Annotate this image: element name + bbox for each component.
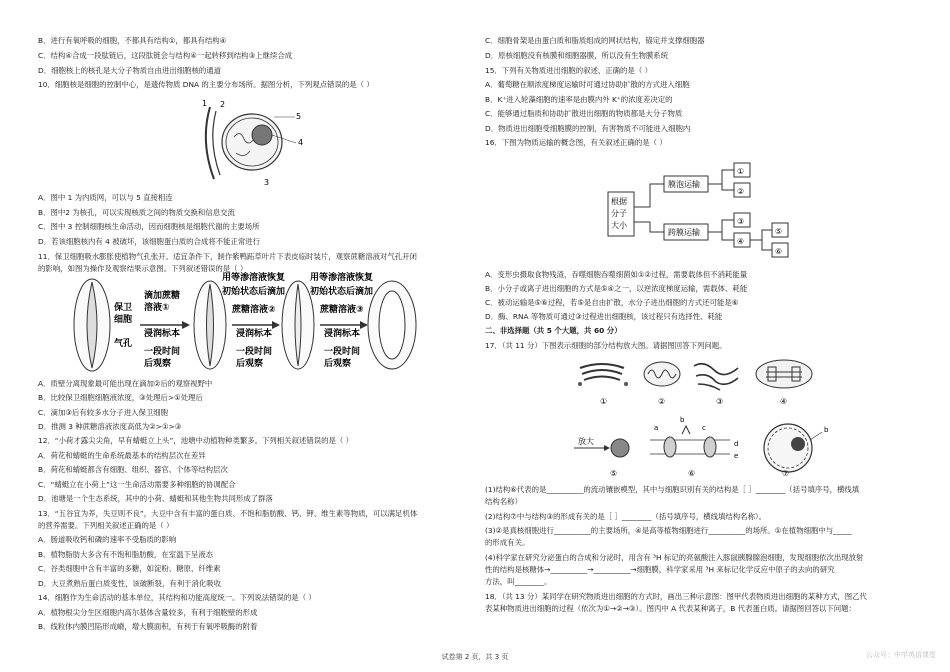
fig11-step1-line1: 滴加蔗糖 (144, 291, 181, 301)
right-line-3: A．葡萄糖在顺浓度梯度运输时可通过协助扩散的方式进入细胞 (485, 80, 690, 89)
fig11-step2-line5: 一段时间 (236, 347, 273, 357)
left-line-4: A．图中 1 为内质网，可以与 5 直接相连 (38, 193, 173, 202)
right-line-10: C．被动运输是⑤⑥过程，若⑤是自由扩散，水分子进出细胞的方式还可能是⑥ (485, 298, 739, 307)
fig16-node-6: ⑥ (775, 247, 783, 256)
right-line-6: D．物质进出细胞受细胞膜的控制，有害物质不可能进入细胞内 (485, 124, 691, 133)
fig17-part-a: a (654, 424, 659, 432)
right-line-17: (3)②是真核细胞进行__________的主要场所，④是高等植物细胞进行__________的场所。①在植物细胞中与_____ (485, 526, 852, 535)
fig10-label-2: 2 (220, 100, 226, 109)
left-line-13: D．推测 3 种蔗糖溶液浓度高低为②>①>③ (38, 422, 182, 431)
fig16-root-1: 根据 (611, 197, 627, 206)
right-line-4: B．K⁺进入轮藻细胞的速率是由膜内外 K⁺的浓度差决定的 (485, 95, 673, 104)
right-line-21: 方法，叫________。 (485, 577, 552, 586)
left-line-15: A．荷花和蜻蜓的生命系统最基本的结构层次在差异 (38, 451, 206, 460)
right-line-13: 17．（共 11 分）下图表示细胞的部分结构放大图。请据图回答下列问题。 (485, 341, 727, 350)
fig16-node-4: ④ (737, 237, 745, 246)
fig10-label-5: 5 (296, 112, 302, 121)
left-line-9: 的影响，如图为操作及观察结果示意图。下列叙述错误的是（ ） (38, 264, 248, 273)
left-line-6: C．图中 3 控制细胞核生命活动，因而细胞核是细胞代谢的主要场所 (38, 222, 260, 231)
left-line-20: 的营养需要。下列相关叙述正确的是（ ） (38, 521, 174, 530)
fig11-step1-line5: 后观察 (144, 359, 172, 369)
fig16-root-3: 大小 (611, 221, 627, 230)
right-line-15: 结构名称） (485, 497, 522, 506)
left-line-24: D．大豆煮熟后蛋白质变性，该破断裂，有利于消化吸收 (38, 579, 222, 588)
left-line-10: A．质壁分离现象最可能出现在滴加②后的观察视野中 (38, 379, 213, 388)
right-line-22: 18．（共 13 分）某同学在研究物质进出细胞的方式时，画出三种示意图：图甲代表物质进出细胞的某种方式，图乙代 (485, 592, 867, 601)
left-line-12: C．滴加③后有较多水分子进入保卫细胞 (38, 408, 169, 417)
fig10-label-3: 3 (264, 178, 270, 187)
fig11-step2-line6: 后观察 (236, 359, 264, 369)
left-line-0: B．进行有氧呼吸的细胞，不都具有结构①，都具有结构④ (38, 36, 227, 45)
fig11-step3-line1: 用等渗溶液恢复 (310, 273, 374, 283)
nucleus-figure (200, 97, 310, 187)
fig17-bottom-label-6: ⑥ (688, 469, 696, 478)
fig17-top-label-1: ① (600, 397, 608, 406)
right-line-1: D．原核细胞没有核膜和细胞器膜，所以没有生物膜系统 (485, 51, 669, 60)
fig17-part-b: b (680, 416, 685, 424)
left-line-8: 11．保卫细胞吸水膨胀使植物气孔张开。适宜条件下，制作紫鸭跖草叶片下表皮临时装片，观察蔗糖溶液对气孔开闭 (38, 252, 417, 261)
fig11-step3-line6: 后观察 (324, 359, 352, 369)
fig11-step2-line4: 浸润标本 (236, 329, 273, 339)
guard-cell-figure (70, 270, 420, 375)
fig11-cell-label-1: 保卫 (114, 303, 133, 313)
fig17-top-label-4: ④ (780, 397, 788, 406)
right-line-12: 二、非选择题（共 5 个大题，共 60 分） (485, 326, 622, 335)
left-line-26: A．植物根尖分生区细胞内高尔基体含量较多，有利于细胞壁的形成 (38, 608, 258, 617)
fig17-part-b2: b (824, 426, 829, 434)
right-line-16: (2)结构⑦中与结构③的形成有关的是［ ］________（括号填序号，横线填结构名称）。 (485, 512, 767, 521)
fig17-part-d: d (734, 440, 739, 448)
left-line-1: C．结构④合成一段肽链后，这段肽链会与结构④一起转移到结构③上继续合成 (38, 51, 293, 60)
right-line-19: (4)科学家在研究分泌蛋白的合成和分泌时，用含有 ³H 标记的亮氨酸注入豚鼠胰腺腺泡细胞，发现细胞依次出现放射 (485, 553, 864, 562)
fig11-step2-line1: 用等渗溶液恢复 (222, 273, 286, 283)
fig17-part-e: e (734, 452, 739, 460)
left-line-16: B．荷花和蜻蜓都含有细胞、组织、器官、个体等结构层次 (38, 465, 228, 474)
left-line-3: 10．细胞核是细胞的控制中心，是遗传物质 DNA 的主要分布场所。据图分析，下列观点错误的是（ ） (38, 80, 374, 89)
left-line-22: B．植物脂肪大多含有不饱和脂肪酸，在室温下呈液态 (38, 550, 214, 559)
right-line-9: B．小分子或离子进出细胞的方式是⑤④之一，以逆浓度梯度运输，需载体、耗能 (485, 284, 748, 293)
left-line-18: D．池塘是一个生态系统，其中的小荷、蜻蜓和其他生物共同形成了群落 (38, 494, 273, 503)
fig17-top-label-3: ③ (716, 397, 724, 406)
left-line-25: 14．细胞作为生命活动的基本单位，其结构和功能高度统一。下列说法错误的是（ ） (38, 593, 316, 602)
fig17-bottom-label-7: ⑦ (782, 469, 790, 478)
fig11-cell-label-2: 细胞 (114, 315, 133, 325)
fig11-step2-line2: 初始状态后滴加 (222, 287, 286, 297)
fig11-step3-line5: 一段时间 (324, 347, 361, 357)
left-line-23: C．谷类细胞中含有丰富的多糖，如淀粉、糖原、纤维素 (38, 564, 221, 573)
page-footer: 试卷第 2 页，共 3 页 (441, 653, 509, 661)
fig16-node-1: ① (737, 167, 745, 176)
left-line-2: D．细胞核上的核孔是大分子物质自由进出细胞核的通道 (38, 66, 222, 75)
fig11-step1-line3: 浸润标本 (144, 329, 181, 339)
right-line-2: 15．下列有关物质进出细胞的叙述，正确的是（ ） (485, 66, 652, 75)
fig16-node-5: ⑤ (775, 227, 783, 236)
fig11-step3-line3: 蔗糖溶液③ (320, 305, 364, 315)
organelle-figure (570, 350, 840, 482)
right-line-8: A．变形虫摄取食物残渣，吞噬细胞吞噬细菌如①②过程，需要载体但不消耗能量 (485, 270, 748, 279)
fig16-node-3: ③ (737, 217, 745, 226)
left-line-17: C．“蜻蜓立在小荷上”这一生命活动需要多种细胞的协调配合 (38, 480, 236, 489)
fig16-node-2: ② (737, 187, 745, 196)
fig10-label-4: 4 (298, 138, 304, 147)
transport-concept-map (606, 162, 796, 262)
fig17-top-label-2: ② (658, 397, 666, 406)
right-line-14: (1)结构⑥代表的是__________的流动镶嵌模型，其中与细胞识别有关的结构是［ ］________（括号填序号，横线填 (485, 485, 860, 494)
fig17-bottom-label-5: ⑤ (610, 469, 618, 478)
right-line-11: D．酶、RNA 等物质可通过③过程进出细胞核，该过程只有选择性、耗能 (485, 312, 723, 321)
right-line-0: C．细胞骨架是由蛋白质和脂质组成的网状结构，锚定并支撑细胞器 (485, 36, 705, 45)
fig11-step1-line2: 溶液① (144, 303, 170, 313)
fig16-root-2: 分子 (611, 209, 627, 218)
left-line-27: B．线粒体内膜凹陷形成嵴，增大膜面积，有利于有氧呼吸酶的附着 (38, 622, 258, 631)
left-line-5: B．图中2 为核孔，可以实现核质之间的物质交换和信息交流 (38, 208, 235, 217)
right-line-5: C．能够通过脂质和协助扩散进出细胞的物质都是大分子物质 (485, 109, 683, 118)
left-line-11: B．比较保卫细胞细胞液浓度，③处理后>①处理后 (38, 393, 203, 402)
fig10-label-1: 1 (202, 99, 208, 108)
right-line-18: 的形成有关。 (485, 538, 530, 547)
fig17-part-c: c (702, 424, 706, 432)
fig11-step3-line4: 浸润标本 (324, 329, 361, 339)
fig11-step2-line3: 蔗糖溶液② (232, 305, 276, 315)
right-line-23: 表某种物质进出细胞的过程（依次为①→②→③）。图丙中 A 代表某种离子，B 代表蛋白质。请据图回答以下问题： (485, 604, 856, 613)
fig11-step1-line4: 一段时间 (144, 347, 181, 357)
left-line-14: 12．“小荷才露尖尖角，早有蜻蜓立上头”，池塘中动植物种类繁多。下列相关叙述错误的是（ ） (38, 436, 354, 445)
fig16-branch-bottom: 跨膜运输 (668, 228, 700, 237)
left-line-7: D．若该细胞核内有 4 被破坏，该细胞蛋白质的合成将不能正常进行 (38, 237, 261, 246)
left-line-19: 13．“五谷宜为养，失豆则不良”，大豆中含有丰富的蛋白质、不饱和脂肪酸、钙、钾、维生素等物质，可以满足机体 (38, 509, 418, 518)
fig17-enlarge-label: 放大 (578, 437, 594, 446)
fig11-step3-line2: 初始状态后滴加 (310, 287, 374, 297)
fig11-cell-label-3: 气孔 (114, 339, 133, 349)
fig16-branch-top: 膜泡运输 (668, 180, 700, 189)
watermark: 公众号：中学英语课堂 (866, 651, 936, 659)
right-line-7: 16．下图为物质运输的概念图，有关叙述正确的是（ ） (485, 138, 667, 147)
left-line-21: A．肠道吸收钙和磷的速率不受脂质的影响 (38, 535, 177, 544)
right-line-20: 性的结构是核糖体→__________→__________→细胞膜，科学家采用 ³H 来标记化学反应中原子的去向的研究 (485, 565, 835, 574)
